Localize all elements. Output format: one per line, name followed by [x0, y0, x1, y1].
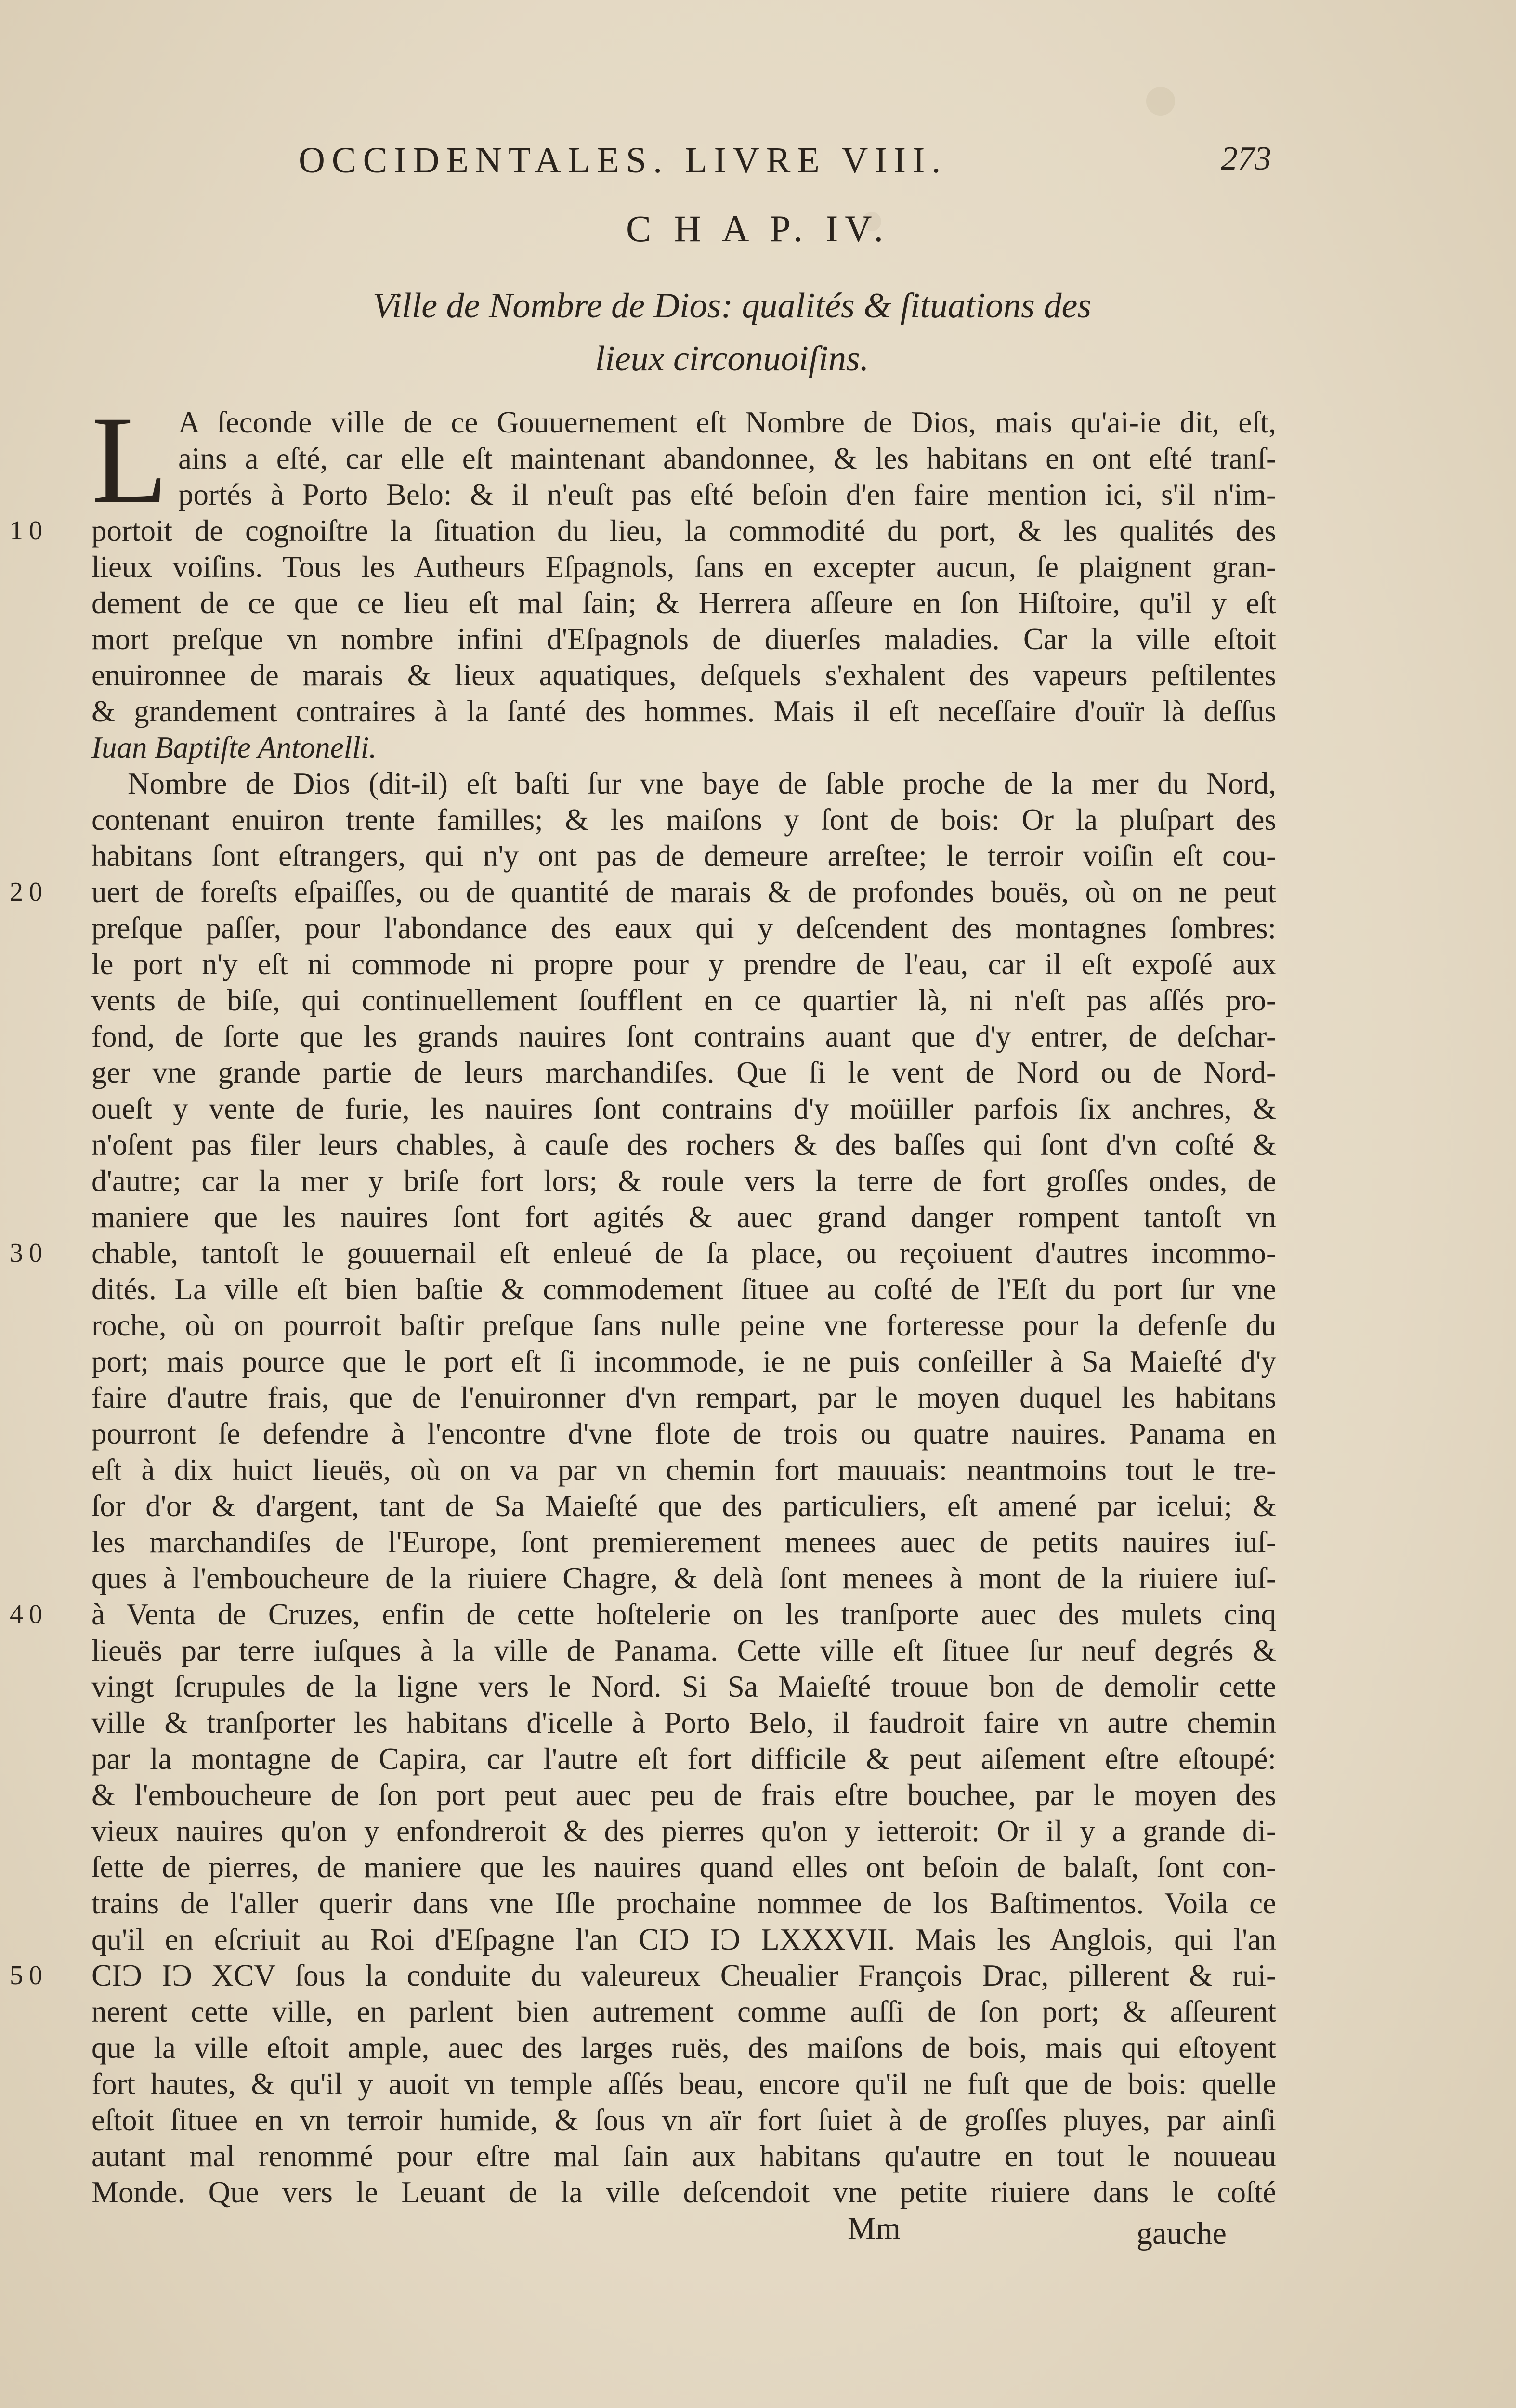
text-line: fond, de ſorte que les grands nauires ſont contrains auant que d'y entrer, de deſchar- — [91, 1020, 1276, 1053]
text-line: Nombre de Dios (dit-il) eſt baſti ſur vne baye de ſable proche de la mer du Nord, — [128, 767, 1276, 800]
margin-line-number: 50 — [10, 1961, 48, 1990]
text-line: qu'il en eſcriuit au Roi d'Eſpagne l'an CIƆ IƆ LXXXVII. Mais les Anglois, qui l'an — [91, 1923, 1276, 1956]
text-line: ſor d'or & d'argent, tant de Sa Maieſté que des particuliers, eſt amené par icelui; & — [91, 1489, 1276, 1523]
text-line: 50 CIƆ IƆ XCV ſous la conduite du valeureux Cheualier François Drac, pillerent & rui- — [91, 1958, 1276, 1994]
text-line: vingt ſcrupules de la ligne vers le Nord. Si Sa Maieſté trouue bon de demolir cette — [91, 1670, 1276, 1703]
drop-cap: L — [91, 391, 168, 529]
text-line: que la ville eſtoit ample, auec des larges ruës, des maiſons de bois, mais qui eſtoyent — [91, 2031, 1276, 2065]
text-line: maniere que les nauires ſont fort agités & auec grand danger rompent tantoſt vn — [91, 1200, 1276, 1234]
text-line: & l'emboucheure de ſon port peut auec peu de frais eſtre bouchee, par le moyen des — [91, 1778, 1276, 1812]
text-line: habitans ſont eſtrangers, qui n'y ont pas de demeure arreſtee; le terroir voiſin eſt cou- — [91, 839, 1276, 873]
text-line: d'autre; car la mer y briſe fort lors; & roule vers la terre de fort groſſes ondes, de — [91, 1164, 1276, 1198]
text-line: portés à Porto Belo: & il n'euſt pas eſté beſoin d'en faire mention ici, s'il n'im- — [178, 478, 1276, 511]
text-line: eſtoit ſituee en vn terroir humide, & ſous vn aïr fort ſuiet à de groſſes pluyes, par ainſi — [91, 2103, 1276, 2137]
text-line: nerent cette ville, en parlent bien autrement comme auſſi de ſon port; & aſſeurent — [91, 1995, 1276, 2028]
body-text — [10, 391, 1276, 2211]
text-line: fort hautes, & qu'il y auoit vn temple aſſés beau, encore qu'il ne fuſt que de bois: quelle — [91, 2067, 1276, 2101]
text-line: dement de ce que ce lieu eſt mal ſain; & Herrera aſſeure en ſon Hiſtoire, qu'il y eſt — [91, 586, 1276, 620]
paper-stain — [1146, 87, 1175, 116]
text-line: 40 à Venta de Cruzes, enfin de cette hoſtelerie on les tranſporte auec des mulets cinq — [91, 1597, 1276, 1633]
text-line: vieux nauires qu'on y enfondreroit & des pierres qu'on y ietteroit: Or il y a grande di- — [91, 1814, 1276, 1848]
text-line: ſette de pierres, de maniere que les nauires quand elles ont beſoin de balaſt, ſont con- — [91, 1850, 1276, 1884]
text-line: preſque paſſer, pour l'abondance des eaux qui y deſcendent des montagnes ſombres: — [91, 911, 1276, 945]
text-line: A ſeconde ville de ce Gouuernement eſt Nombre de Dios, mais qu'ai-ie dit, eſt, — [178, 406, 1276, 439]
text-line: mort preſque vn nombre infini d'Eſpagnols de diuerſes maladies. Car la ville eſtoit — [91, 622, 1276, 656]
text-line: pourront ſe defendre à l'encontre d'vne flote de trois ou quatre nauires. Panama en — [91, 1417, 1276, 1451]
text-line: n'oſent pas filer leurs chables, à cauſe des rochers & des baſſes qui ſont d'vn coſté & — [91, 1128, 1276, 1162]
catchword: gauche — [1137, 2216, 1227, 2251]
margin-line-number: 30 — [10, 1238, 48, 1268]
text-line: ains a eſté, car elle eſt maintenant abandonnee, & les habitans en ont eſté tranſ- — [178, 442, 1276, 475]
text-line: ger vne grande partie de leurs marchandiſes. Que ſi le vent de Nord ou de Nord- — [91, 1056, 1276, 1089]
text-line: 30 chable, tantoſt le gouuernail eſt enleué de ſa place, ou reçoiuent d'autres incommo- — [91, 1235, 1276, 1271]
text-line: vents de biſe, qui continuellement ſoufflent en ce quartier là, ni n'eſt pas aſſés pro- — [91, 983, 1276, 1017]
running-head: OCCIDENTALES. LIVRE VIII. — [299, 140, 948, 181]
text-line: & grandement contraires à la ſanté des hommes. Mais il eſt neceſſaire d'ouïr là deſſus — [91, 694, 1276, 728]
chapter-title-line: lieux circonuoiſins. — [595, 339, 869, 379]
text-line: faire d'autre frais, que de l'enuironner d'vn rempart, par le moyen duquel les habitans — [91, 1381, 1276, 1414]
text-line: ville & tranſporter les habitans d'icelle à Porto Belo, il faudroit faire vn autre chemin — [91, 1706, 1276, 1740]
text-line: Monde. Que vers le Leuant de la ville deſcendoit vne petite riuiere dans le coſté — [91, 2175, 1276, 2209]
text-line: port; mais pource que le port eſt ſi incommode, ie ne puis conſeiller à Sa Maieſté d'y — [91, 1345, 1276, 1378]
chapter-title — [250, 279, 1214, 385]
margin-line-number: 20 — [10, 877, 48, 907]
chapter-number: C H A P. IV. — [626, 208, 890, 249]
text-line: oueſt y vente de furie, les nauires ſont contrains d'y moüiller parfois ſix anchres, & — [91, 1092, 1276, 1125]
text-line: lieux voiſins. Tous les Autheurs Eſpagnols, ſans en excepter aucun, ſe plaignent gran- — [91, 550, 1276, 584]
text-line: 20 uert de foreſts eſpaiſſes, ou de quantité de marais & de profondes bouës, où on ne peut — [91, 874, 1276, 910]
page-number: 273 — [1221, 140, 1271, 177]
page-header — [299, 140, 1271, 193]
text-line: les marchandiſes de l'Europe, ſont premierement menees auec de petits nauires iuſ- — [91, 1525, 1276, 1559]
text-line: Iuan Baptiſte Antonelli. — [91, 731, 377, 764]
text-line: lieuës par terre iuſques à la ville de Panama. Cette ville eſt ſituee ſur neuf degrés & — [91, 1634, 1276, 1667]
text-line: par la montagne de Capira, car l'autre eſt fort difficile & peut aiſement eſtre eſtoupé: — [91, 1742, 1276, 1776]
text-line: dités. La ville eſt bien baſtie & commodement ſituee au coſté de l'Eſt du port ſur vne — [91, 1272, 1276, 1306]
text-line: ques à l'emboucheure de la riuiere Chagre, & delà ſont menees à mont de la riuiere iuſ- — [91, 1561, 1276, 1595]
text-line: contenant enuiron trente familles; & les maiſons y ſont de bois: Or la pluſpart des — [91, 803, 1276, 837]
margin-line-number: 10 — [10, 516, 48, 546]
text-line: roche, où on pourroit baſtir preſque ſans nulle peine vne forteresse pour la defenſe du — [91, 1309, 1276, 1342]
chapter-title-line: Ville de Nombre de Dios: qualités & ſituations des — [372, 286, 1092, 326]
text-line: eſt à dix huict lieuës, où on va par vn chemin fort mauuais: neantmoins tout le tre- — [91, 1453, 1276, 1487]
text-line: le port n'y eſt ni commode ni propre pour y prendre de l'eau, car il eſt expoſé aux — [91, 947, 1276, 981]
margin-line-number: 40 — [10, 1599, 48, 1629]
text-line: 10 portoit de cognoiſtre la ſituation du lieu, la commodité du port, & les qualités des — [91, 513, 1276, 549]
text-line: trains de l'aller querir dans vne Iſle prochaine nommee de los Baſtimentos. Voila ce — [91, 1886, 1276, 1920]
text-line: enuironnee de marais & lieux aquatiques, deſquels s'exhalent des vapeurs peſtilentes — [91, 658, 1276, 692]
text-line: autant mal renommé pour eſtre mal ſain aux habitans qu'autre en tout le nouueau — [91, 2139, 1276, 2173]
signature-mark: Mm — [848, 2211, 901, 2246]
